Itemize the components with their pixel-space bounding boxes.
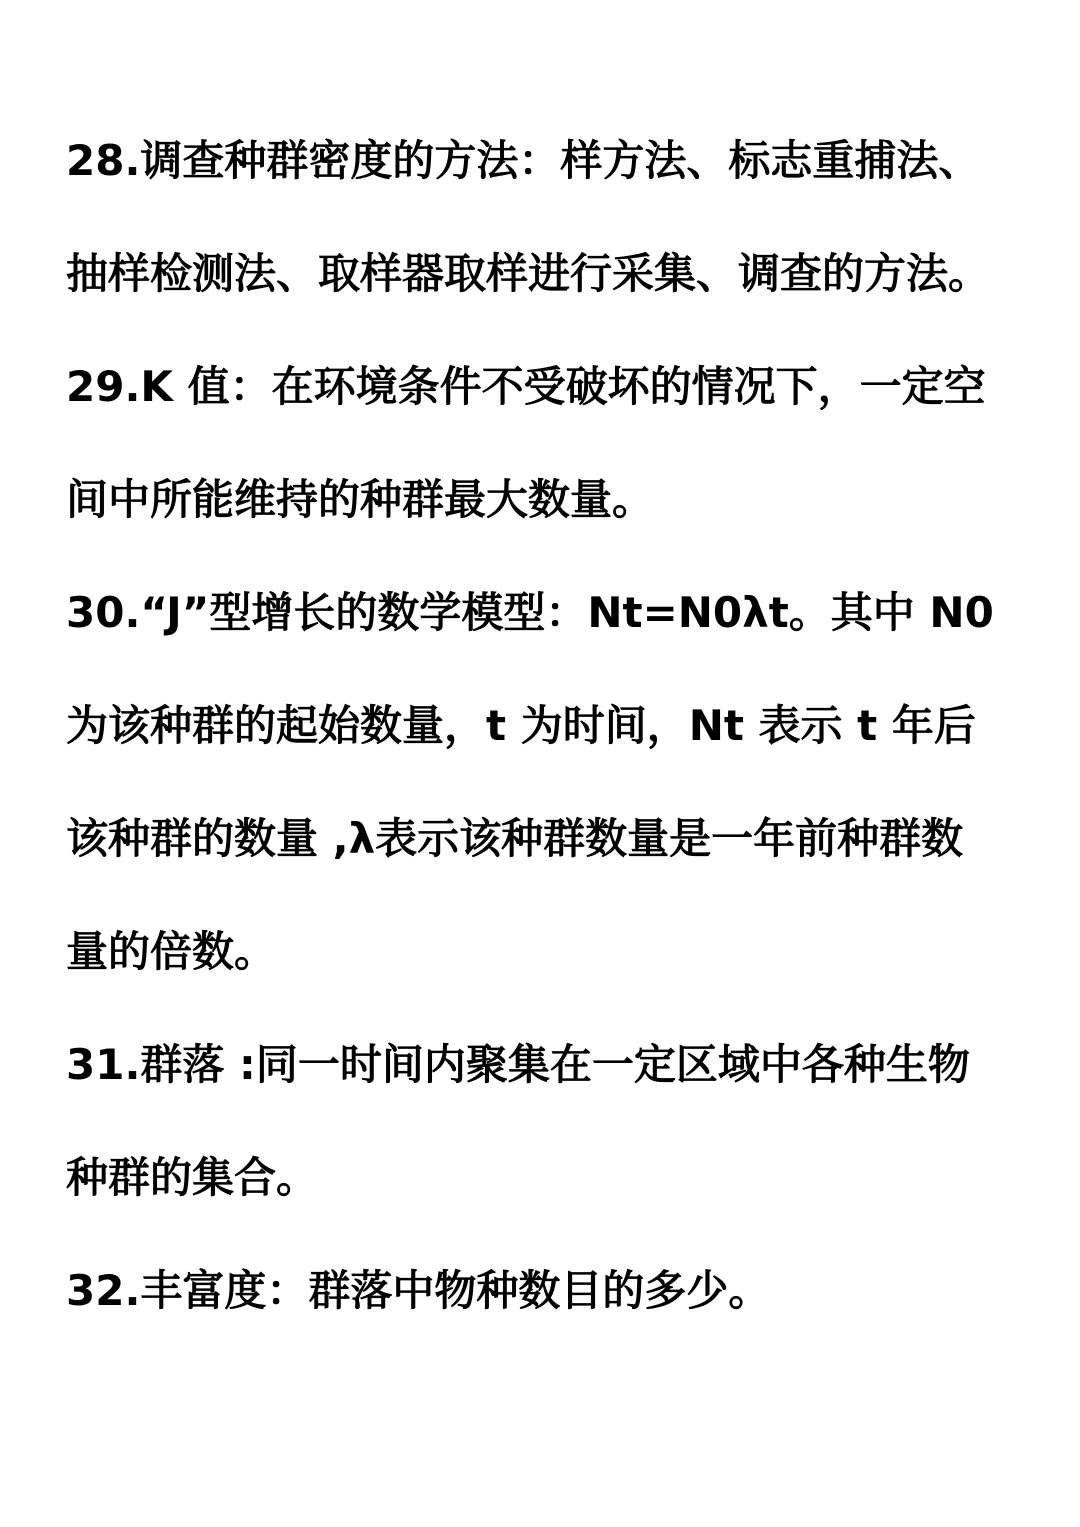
entry-32-line-1: 32.丰富度：群落中物种数目的多少。: [66, 1266, 771, 1315]
entry-30-line-4: 量的倍数。: [66, 927, 277, 976]
entry-28-line-1: 28.调查种群密度的方法：样方法、标志重捕法、: [66, 136, 981, 185]
entry-30-line-1: 30.“J”型增长的数学模型：Nt=N0λt。其中 N0: [66, 588, 994, 637]
entry-29-line-2: 间中所能维持的种群最大数量。: [66, 475, 655, 524]
entry-28-line-2: 抽样检测法、取样器取样进行采集、调查的方法。: [66, 249, 991, 298]
entry-30-line-3: 该种群的数量 ,λ表示该种群数量是一年前种群数: [66, 814, 964, 863]
entry-31-line-1: 31.群落 :同一时间内聚集在一定区域中各种生物: [66, 1040, 970, 1089]
entry-29-line-1: 29.K 值：在环境条件不受破坏的情况下，一定空: [66, 362, 986, 411]
entry-31-line-2: 种群的集合。: [66, 1153, 319, 1202]
entry-30-line-2: 为该种群的起始数量，t 为时间，Nt 表示 t 年后: [66, 701, 976, 750]
